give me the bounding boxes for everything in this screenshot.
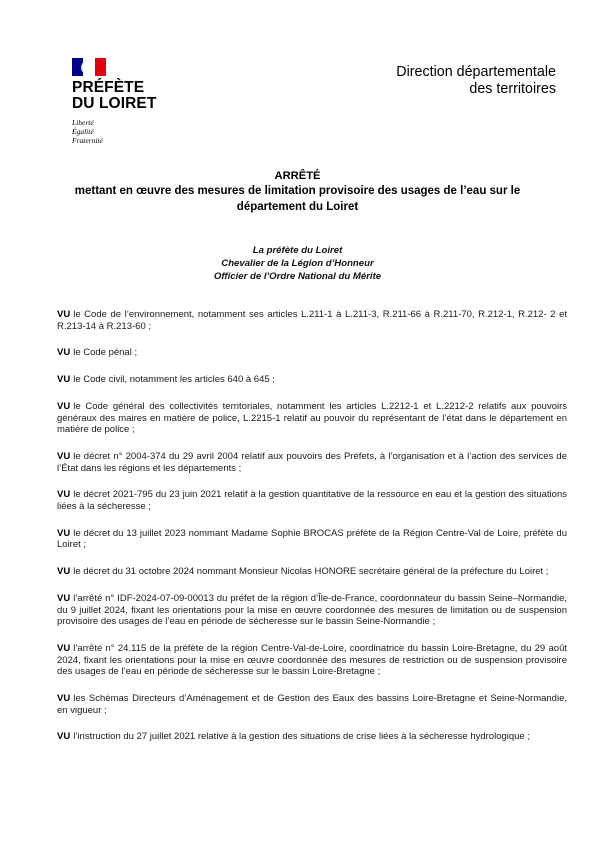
french-flag-icon <box>72 58 106 76</box>
marianne-icon <box>81 60 95 74</box>
vu-keyword: VU <box>57 642 71 654</box>
consideration-text: l’arrêté n° IDF-2024-07-09-00013 du préfet de la région d’Île-de-France, coordonnateur du bassin Seine–Normandie, du 9 juillet 2024, fixant les orientations pour la mise en œuvre coordonnée des mesures de limitation ou de suspension provisoire des usages de l’eau en période de sécheresse sur le bassin Seine-Normandie ; <box>57 592 567 628</box>
consideration <box>57 451 567 474</box>
consideration <box>57 593 567 628</box>
motto-fraternite: Fraternité <box>72 136 103 145</box>
consideration <box>57 731 567 743</box>
vu-keyword: VU <box>57 400 71 412</box>
vu-keyword: VU <box>57 731 71 743</box>
consideration-text: le Code général des collectivités territoriales, notamment les articles L.2212-1 et L.2212-2 relatifs aux pouvoirs généraux des maires en matière de police, L.2215-1 relatif au pouvoir du représentant de l’état dans le département en matière de police ; <box>57 400 567 436</box>
direction-line-1: Direction départementale <box>396 64 556 80</box>
authority-block <box>60 244 535 284</box>
vu-keyword: VU <box>57 566 71 578</box>
logo-line-2: DU LOIRET <box>72 95 157 112</box>
consideration-text: le Code pénal ; <box>73 347 138 359</box>
republic-motto <box>72 118 172 145</box>
consideration <box>57 489 567 512</box>
vu-keyword: VU <box>57 450 71 462</box>
consideration-text: l’arrêté n° 24.115 de la préfète de la région Centre-Val-de-Loire, coordinatrice du bassin Loire-Bretagne, du 29 août 2024, fixant les orientations pour la mise en œuvre coordonnée des mesures de restriction ou de suspension provisoire des usages de l’eau en période de sécheresse sur le bassin Loire-Bretagne ; <box>57 642 567 678</box>
consideration <box>57 643 567 678</box>
consideration <box>57 374 567 386</box>
consideration-text: le Code civil, notamment les articles 640 à 645 ; <box>73 374 275 386</box>
considerations-list <box>57 309 567 758</box>
direction-header <box>396 64 556 97</box>
prefecture-logo <box>72 58 172 145</box>
authority-line-3: Officier de l’Ordre National du Mérite <box>213 271 382 283</box>
consideration-text: les Schémas Directeurs d’Aménagement et de Gestion des Eaux des bassins Loire-Bretagne et Seine-Normandie, en vigueur ; <box>57 693 567 716</box>
consideration <box>57 528 567 551</box>
consideration-text: le décret du 13 juillet 2023 nommant Madame Sophie BROCAS préfète de la Région Centre-Val de Loire, préfète du Loiret ; <box>57 527 567 551</box>
consideration-text: le décret n° 2004-374 du 29 avril 2004 relatif aux pouvoirs des Préfets, à l’organisation et à l’action des services de l’État dans les régions et les départements ; <box>57 450 567 474</box>
consideration-text: l’instruction du 27 juillet 2021 relative à la gestion des situations de crise liées à la sécheresse hydrologique ; <box>73 731 530 743</box>
consideration <box>57 566 567 578</box>
document-title <box>60 168 535 215</box>
motto-liberte: Liberté <box>72 118 94 127</box>
vu-keyword: VU <box>57 592 71 604</box>
vu-keyword: VU <box>57 347 71 359</box>
title-arrete: ARRÊTÉ <box>274 170 321 182</box>
consideration-text: le décret 2021-795 du 23 juin 2021 relatif à la gestion quantitative de la ressource en eau et la gestion des situations liées à la sécheresse ; <box>57 489 567 513</box>
authority-line-1: La préfète du Loiret <box>252 245 343 256</box>
title-subject: mettant en œuvre des mesures de limitation provisoire des usages de l’eau sur le département du Loiret <box>74 185 521 213</box>
consideration-text: le décret du 31 octobre 2024 nommant Monsieur Nicolas HONORE secrétaire général de la préfecture du Loiret ; <box>73 566 549 578</box>
consideration <box>57 693 567 716</box>
vu-keyword: VU <box>57 309 71 320</box>
vu-keyword: VU <box>57 374 71 386</box>
authority-line-2: Chevalier de la Légion d’Honneur <box>221 258 374 270</box>
consideration-text: le Code de l’environnement, notamment ses articles L.211-1 à L.211-3, R.211-66 à R.211-70, R.212-1, R.212- 2 et R.213-14 à R.213-60 ; <box>57 309 567 332</box>
consideration <box>57 401 567 436</box>
vu-keyword: VU <box>57 693 71 705</box>
direction-line-2: des territoires <box>469 80 556 97</box>
motto-egalite: Égalité <box>72 127 94 136</box>
consideration <box>57 347 567 359</box>
vu-keyword: VU <box>57 527 71 539</box>
consideration <box>57 309 567 332</box>
logo-line-1: PRÉFÈTE <box>72 79 145 96</box>
vu-keyword: VU <box>57 489 71 501</box>
